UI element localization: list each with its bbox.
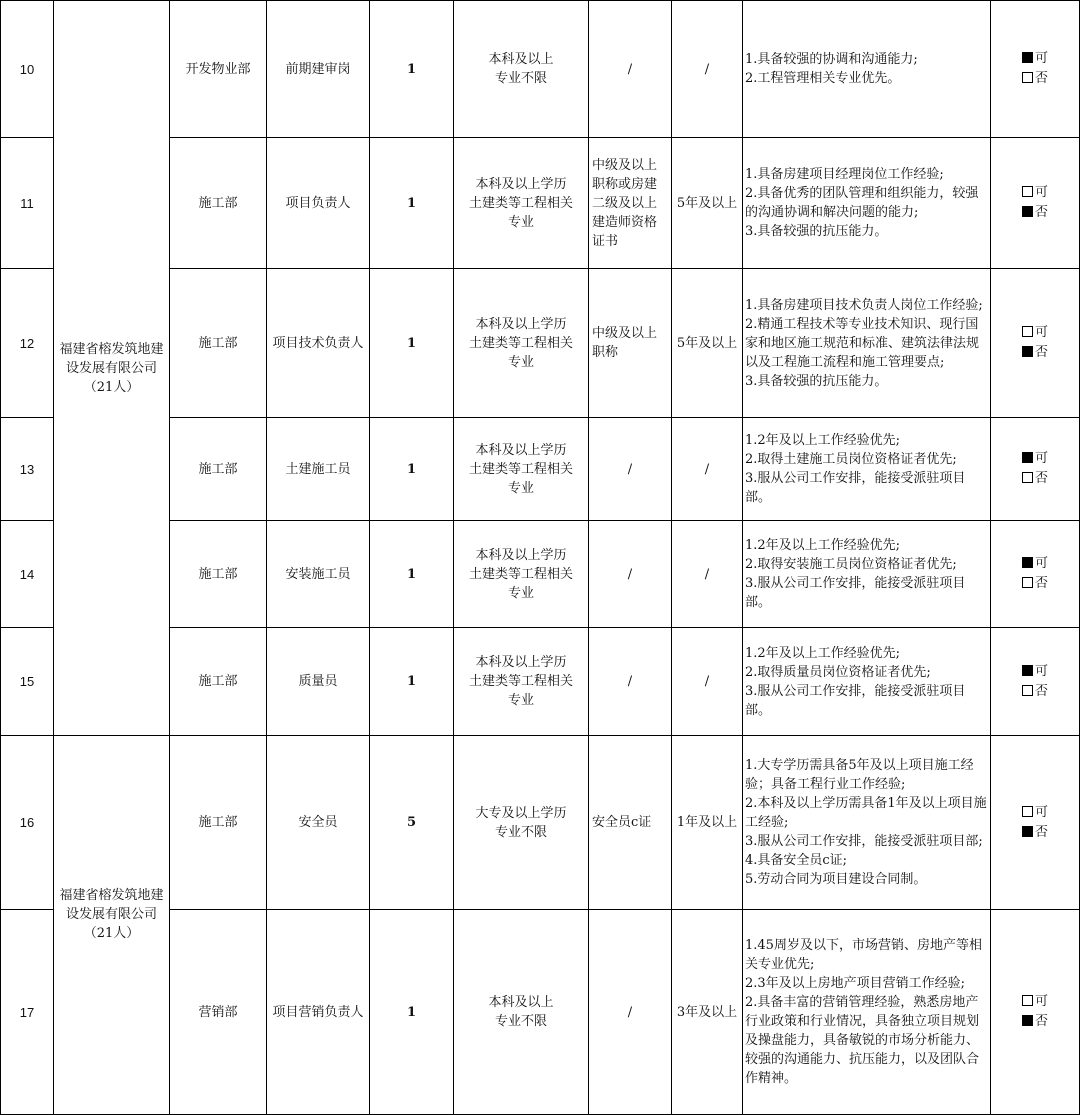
department-cell: 施工部 [170, 736, 267, 910]
requirements-cell [743, 418, 991, 521]
option-cell [991, 138, 1080, 269]
education-line: 本科及以上学历 [475, 442, 567, 458]
option-yes [1022, 183, 1048, 203]
education-line: 专业不限 [494, 71, 547, 86]
unchecked-box-icon[interactable] [1022, 577, 1033, 588]
option-label: 可 [1034, 185, 1048, 200]
option-group [1022, 662, 1048, 702]
company-headcount: （21人） [83, 379, 140, 395]
requirement-line: 2.具备优秀的团队管理和组织能力，较强的沟通协调和解决问题的能力; [745, 186, 979, 220]
headcount-cell: 1 [370, 1, 454, 138]
experience-cell: / [672, 628, 743, 736]
requirement-line: 1.2年及以上工作经验优先; [745, 538, 901, 553]
requirement-line: 2.取得土建施工员岗位资格证者优先; [745, 452, 957, 467]
education-line: 专业不限 [494, 1014, 547, 1029]
checked-box-icon[interactable] [1022, 826, 1033, 837]
option-label: 可 [1034, 556, 1048, 571]
unchecked-box-icon[interactable] [1022, 186, 1033, 197]
headcount-cell: 1 [370, 628, 454, 736]
education-line: 本科及以上学历 [475, 176, 567, 192]
option-group [1022, 992, 1048, 1032]
position-cell: 前期建审岗 [267, 1, 370, 138]
requirement-line: 2.本科及以上学历需具备1年及以上项目施工经验; [745, 796, 987, 830]
requirement-line: 1.具备房建项目经理岗位工作经验; [745, 167, 944, 182]
headcount-cell: 1 [370, 269, 454, 418]
education-cell [454, 1, 589, 138]
department-cell: 施工部 [170, 418, 267, 521]
qualification-cell: / [589, 418, 672, 521]
education-line: 本科及以上学历 [475, 316, 567, 332]
education-line: 专业 [507, 214, 534, 230]
education-cell [454, 736, 589, 910]
option-no [1022, 682, 1048, 702]
requirement-line: 1.大专学历需具备5年及以上项目施工经验；具备工程行业工作经验; [745, 758, 974, 792]
requirements-cell [743, 736, 991, 910]
option-cell [991, 1, 1080, 138]
position-cell: 土建施工员 [267, 418, 370, 521]
qualification-cell: / [589, 521, 672, 628]
checked-box-icon[interactable] [1022, 557, 1033, 568]
option-cell [991, 736, 1080, 910]
requirements-cell [743, 138, 991, 269]
requirement-line: 2.取得质量员岗位资格证者优先; [745, 664, 931, 680]
option-no [1022, 574, 1048, 594]
option-label: 可 [1034, 804, 1048, 820]
requirement-line: 1.具备较强的协调和沟通能力; [745, 52, 918, 67]
option-yes [1022, 49, 1048, 69]
option-yes [1022, 554, 1048, 574]
position-cell: 项目技术负责人 [267, 269, 370, 418]
requirements-cell [743, 521, 991, 628]
experience-cell: / [672, 1, 743, 138]
position-cell: 项目负责人 [267, 138, 370, 269]
option-label: 可 [1034, 663, 1048, 679]
qualification-cell: / [589, 628, 672, 736]
requirement-line: 3.具备较强的抗压能力。 [745, 224, 888, 239]
requirement-line: 1.2年及以上工作经验优先; [745, 433, 901, 448]
requirement-line: 2.具备丰富的营销管理经验，熟悉房地产行业政策和行业情况，具备独立项目规划及操盘能力，具备敏锐的市场分析能力、较强的沟通能力、抗压能力，以及团队合作精神。 [745, 995, 980, 1086]
row-number: 12 [1, 269, 54, 418]
option-label: 可 [1034, 51, 1048, 66]
education-cell [454, 628, 589, 736]
checked-box-icon[interactable] [1022, 52, 1033, 63]
department-cell: 施工部 [170, 628, 267, 736]
experience-cell: 3年及以上 [672, 910, 743, 1115]
row-number: 15 [1, 628, 54, 736]
option-yes [1022, 323, 1048, 343]
option-yes [1022, 662, 1048, 682]
requirement-line: 1.2年及以上工作经验优先; [745, 645, 901, 661]
row-number: 10 [1, 1, 54, 138]
row-number: 14 [1, 521, 54, 628]
option-no [1022, 343, 1048, 363]
education-cell [454, 138, 589, 269]
unchecked-box-icon[interactable] [1022, 472, 1033, 483]
option-yes [1022, 803, 1048, 823]
company-cell [54, 1, 170, 736]
option-label: 否 [1034, 576, 1048, 591]
option-label: 可 [1034, 994, 1048, 1009]
option-yes [1022, 449, 1048, 469]
checked-box-icon[interactable] [1022, 1015, 1033, 1026]
education-line: 专业 [507, 480, 534, 496]
position-cell: 质量员 [267, 628, 370, 736]
option-group [1022, 803, 1048, 843]
table-row [1, 736, 1080, 910]
education-line: 专业 [507, 585, 534, 601]
option-yes [1022, 992, 1048, 1012]
education-cell [454, 910, 589, 1115]
option-cell [991, 521, 1080, 628]
unchecked-box-icon[interactable] [1022, 326, 1033, 337]
option-label: 否 [1034, 1014, 1048, 1029]
qualification-cell: / [589, 1, 672, 138]
option-group [1022, 323, 1048, 363]
option-cell [991, 628, 1080, 736]
education-cell [454, 418, 589, 521]
option-label: 可 [1034, 325, 1048, 340]
education-line: 专业 [507, 354, 534, 370]
requirement-line: 1.45周岁及以下，市场营销、房地产等相关专业优先; [745, 938, 982, 972]
education-line: 本科及以上学历 [475, 655, 567, 670]
education-line: 本科及以上 [488, 995, 554, 1010]
option-label: 否 [1034, 345, 1048, 360]
requirement-line: 1.具备房建项目技术负责人岗位工作经验; [745, 297, 983, 313]
company-name: 福建省榕发筑地建设发展有限公司 [59, 888, 164, 922]
education-cell [454, 269, 589, 418]
requirements-cell [743, 269, 991, 418]
department-cell: 施工部 [170, 138, 267, 269]
education-line: 土建类等工程相关 [468, 195, 573, 211]
headcount-cell: 1 [370, 138, 454, 269]
unchecked-box-icon[interactable] [1022, 806, 1033, 817]
requirements-cell [743, 910, 991, 1115]
row-number: 11 [1, 138, 54, 269]
company-name: 福建省榕发筑地建设发展有限公司 [59, 341, 164, 376]
option-label: 否 [1034, 683, 1048, 699]
headcount-cell: 1 [370, 910, 454, 1115]
requirement-line: 4.具备安全员c证; [745, 853, 848, 868]
option-no [1022, 203, 1048, 223]
company-headcount: （21人） [83, 926, 140, 941]
option-label: 否 [1034, 824, 1048, 840]
education-line: 本科及以上 [488, 52, 554, 67]
education-line: 专业不限 [494, 824, 547, 840]
qualification-cell: 安全员c证 [589, 736, 672, 910]
option-label: 可 [1034, 451, 1048, 466]
education-line: 土建类等工程相关 [468, 674, 573, 689]
option-group [1022, 183, 1048, 223]
position-cell: 项目营销负责人 [267, 910, 370, 1115]
requirement-line: 3.服从公司工作安排，能接受派驻项目部。 [745, 683, 966, 718]
option-no [1022, 1012, 1048, 1032]
option-label: 否 [1034, 205, 1048, 220]
requirement-line: 3.服从公司工作安排，能接受派驻项目部。 [745, 471, 966, 505]
requirement-line: 3.服从公司工作安排，能接受派驻项目部; [745, 834, 983, 849]
experience-cell: / [672, 418, 743, 521]
checked-box-icon[interactable] [1022, 206, 1033, 217]
option-cell [991, 418, 1080, 521]
company-label [59, 886, 164, 943]
option-cell [991, 269, 1080, 418]
education-line: 土建类等工程相关 [468, 461, 573, 477]
experience-cell: / [672, 521, 743, 628]
option-no [1022, 69, 1048, 89]
department-cell: 施工部 [170, 269, 267, 418]
requirement-line: 2.工程管理相关专业优先。 [745, 71, 901, 86]
department-cell: 施工部 [170, 521, 267, 628]
education-cell [454, 521, 589, 628]
requirements-cell [743, 628, 991, 736]
department-cell: 开发物业部 [170, 1, 267, 138]
option-cell [991, 910, 1080, 1115]
position-cell: 安全员 [267, 736, 370, 910]
requirement-line: 3.服从公司工作安排，能接受派驻项目部。 [745, 576, 966, 610]
requirement-line: 2.精通工程技术等专业技术知识、现行国家和地区施工规范和标准、建筑法律法规以及工程施工流程和施工管理要点; [745, 316, 980, 370]
education-line: 大专及以上学历 [475, 805, 567, 821]
option-label: 否 [1034, 471, 1048, 486]
checked-box-icon[interactable] [1022, 452, 1033, 463]
option-group [1022, 49, 1048, 89]
qualification-cell: 中级及以上职称或房建二级及以上建造师资格证书 [589, 138, 672, 269]
education-line: 土建类等工程相关 [468, 335, 573, 351]
checked-box-icon[interactable] [1022, 346, 1033, 357]
headcount-cell: 1 [370, 521, 454, 628]
unchecked-box-icon[interactable] [1022, 995, 1033, 1006]
checked-box-icon[interactable] [1022, 665, 1033, 676]
requirements-cell [743, 1, 991, 138]
requirement-line: 2.3年及以上房地产项目营销工作经验; [745, 976, 966, 991]
experience-cell: 5年及以上 [672, 138, 743, 269]
position-cell: 安装施工员 [267, 521, 370, 628]
row-number: 16 [1, 736, 54, 910]
unchecked-box-icon[interactable] [1022, 685, 1033, 696]
education-line: 专业 [507, 693, 534, 708]
option-label: 否 [1034, 71, 1048, 86]
requirement-line: 3.具备较强的抗压能力。 [745, 373, 888, 389]
education-line: 土建类等工程相关 [468, 566, 573, 582]
option-group [1022, 554, 1048, 594]
unchecked-box-icon[interactable] [1022, 72, 1033, 83]
table-row [1, 1, 1080, 138]
option-group [1022, 449, 1048, 489]
company-label [59, 340, 164, 397]
qualification-cell: / [589, 910, 672, 1115]
requirement-line: 5.劳动合同为项目建设合同制。 [745, 872, 927, 887]
experience-cell: 5年及以上 [672, 269, 743, 418]
education-line: 本科及以上学历 [475, 547, 567, 563]
headcount-cell: 5 [370, 736, 454, 910]
option-no [1022, 823, 1048, 843]
headcount-cell: 1 [370, 418, 454, 521]
row-number: 13 [1, 418, 54, 521]
experience-cell: 1年及以上 [672, 736, 743, 910]
row-number: 17 [1, 910, 54, 1115]
company-cell [54, 736, 170, 1115]
department-cell: 营销部 [170, 910, 267, 1115]
qualification-cell: 中级及以上职称 [589, 269, 672, 418]
requirement-line: 2.取得安装施工员岗位资格证者优先; [745, 557, 957, 572]
option-no [1022, 469, 1048, 489]
